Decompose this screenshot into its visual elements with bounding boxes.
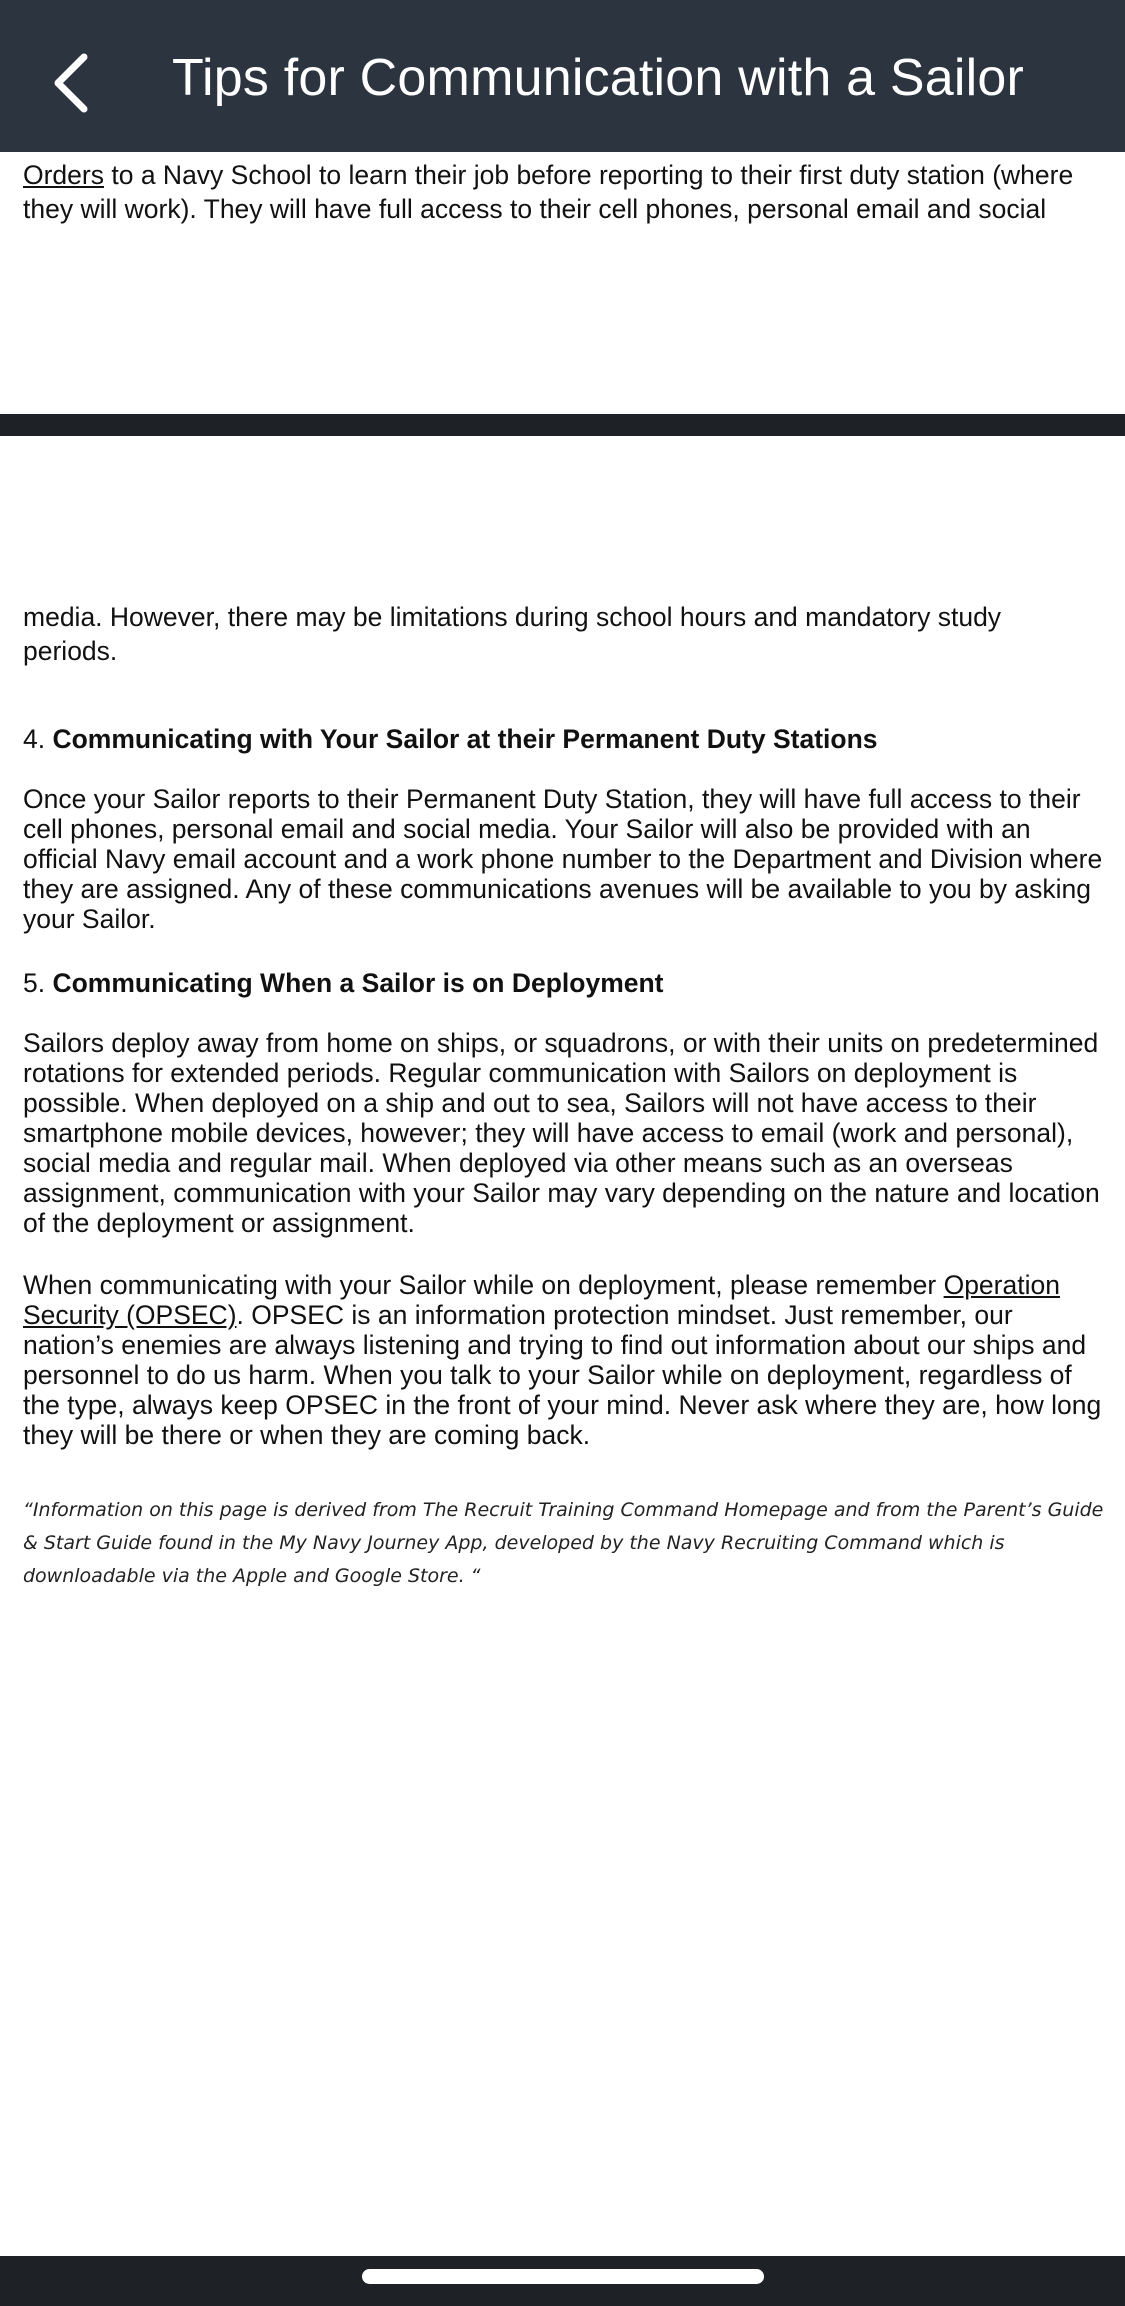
page1-text — [23, 158, 1108, 226]
chevron-left-icon — [50, 53, 90, 113]
page-separator — [0, 414, 1125, 436]
document-page-2 — [0, 436, 1125, 2256]
section4-heading-text: Communicating with Your Sailor at their Permanent Duty Stations — [52, 724, 878, 754]
page-title: Tips for Communication with a Sailor — [172, 49, 1025, 107]
opsec-link[interactable]: Operation Security (OPSEC) — [23, 1270, 1060, 1330]
continuation-line1: media. However, there may be limitations during school hours and mandatory study — [23, 602, 1002, 632]
opsec-intro: When communicating with your Sailor while on deployment, please remember — [23, 1270, 944, 1300]
continuation-line2: periods. — [23, 636, 118, 666]
page1-line1 — [23, 158, 1108, 192]
back-button[interactable] — [30, 38, 110, 128]
home-indicator[interactable] — [362, 2269, 764, 2284]
section4-heading — [23, 724, 1108, 754]
page1-line2: they will work). They will have full access to their cell phones, personal email and social — [23, 194, 1047, 224]
document-page-1 — [0, 152, 1125, 414]
page1-line1-text: to a Navy School to learn their job before reporting to their first duty station (where — [104, 160, 1074, 190]
continuation-paragraph — [23, 600, 1108, 668]
section4-number: 4. — [23, 724, 53, 754]
home-indicator-bar — [0, 2256, 1125, 2306]
opsec-rest: . OPSEC is an information protection mindset. Just remember, our nation’s enemies are always listening and trying to find out information about our ships and personnel to do us harm. When you talk to your Sailor while on deployment, regardless of the type, always keep OPSEC in the front of your mind. Never ask where they are, how long they will be there or when they are coming back. — [23, 1300, 1102, 1450]
section5-body: Sailors deploy away from home on ships, or squadrons, or with their units on predetermined rotations for extended periods. Regular communication with Sailors on deployment is possible. When deployed on a ship and out to sea, Sailors will not have access to their smartphone mobile devices, however; they will have access to email (work and personal), social media and regular mail. When deployed via other means such as an overseas assignment, communication with your Sailor may vary depending on the nature and location of the deployment or assignment. — [23, 1028, 1100, 1238]
source-footnote: “Information on this page is derived from The Recruit Training Command Homepage and from the Parent’s Guide & Start Guide found in the My Navy Journey App, developed by the Navy Recruiting Command which is downloadable via the Apple and Google Store. “ — [23, 1499, 1104, 1587]
orders-link[interactable]: Orders — [23, 160, 104, 190]
section5-heading — [23, 968, 1108, 998]
section5-number: 5. — [23, 968, 53, 998]
section5-heading-text: Communicating When a Sailor is on Deployment — [52, 968, 664, 998]
section4-body: Once your Sailor reports to their Permanent Duty Station, they will have full access to their cell phones, personal email and social media. Your Sailor will also be provided with an official Navy email account and a work phone number to the Department and Division where they are assigned. Any of these communications avenues will be available to you by asking your Sailor. — [23, 784, 1103, 934]
app-header — [0, 0, 1125, 152]
opsec-paragraph — [23, 1270, 1108, 1450]
